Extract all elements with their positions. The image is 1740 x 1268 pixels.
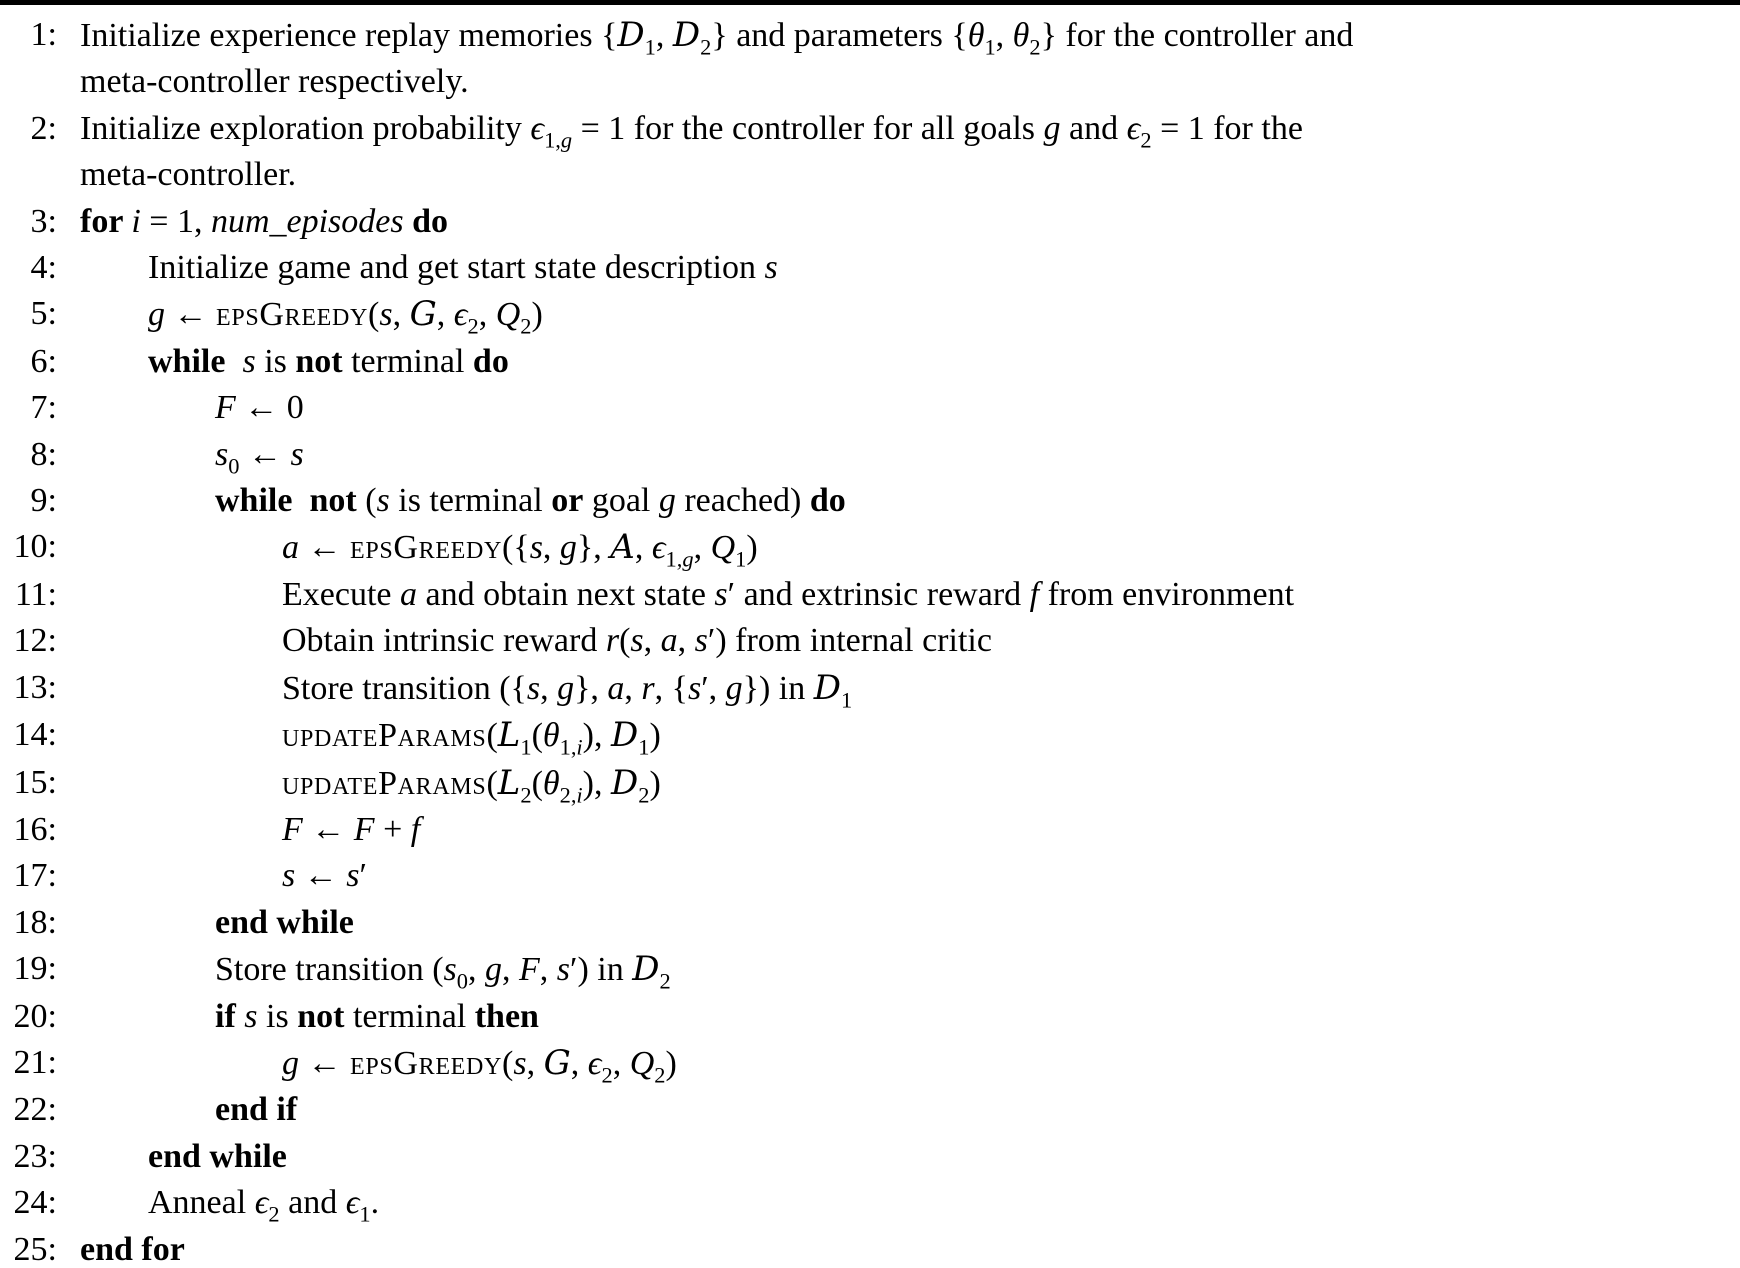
text-segment: from environment <box>1039 575 1295 613</box>
text-segment: = 1 for the controller for all goals <box>572 109 1044 147</box>
text-segment: not <box>297 997 345 1035</box>
text-segment: F <box>282 810 303 848</box>
text-segment: , <box>634 529 652 567</box>
algorithm-line <box>0 1134 1740 1180</box>
statement <box>57 199 448 245</box>
text-segment: g <box>282 1044 299 1082</box>
text-segment: Obtain intrinsic reward <box>282 622 606 660</box>
text-segment: s <box>376 482 390 520</box>
line-number: 23: <box>13 1137 57 1175</box>
text-segment: ϵ <box>345 1184 360 1222</box>
text-segment: ( <box>531 717 543 755</box>
text-segment: epsGreedy <box>216 296 369 334</box>
text-segment: 1 <box>359 1201 371 1227</box>
text-segment: end for <box>80 1230 185 1268</box>
text-segment: G <box>409 294 437 335</box>
text-segment: ϵ <box>587 1044 602 1082</box>
text-segment: r <box>641 669 655 707</box>
algorithm-line <box>0 900 1740 946</box>
text-segment: s <box>513 1044 527 1082</box>
text-segment: ′) from internal critic <box>707 622 992 660</box>
text-segment: } for the controller and <box>1040 17 1354 54</box>
algorithm-line <box>0 12 1740 59</box>
algorithm-line-continuation <box>0 152 1740 198</box>
statement <box>57 1180 379 1226</box>
text-segment: 1 <box>984 34 996 60</box>
text-segment: ← <box>239 435 291 473</box>
text-segment: s <box>556 951 570 989</box>
text-segment: { <box>601 17 618 54</box>
text-segment: 0 <box>228 453 240 479</box>
text-segment: s <box>242 342 256 380</box>
statement <box>57 994 539 1040</box>
text-segment: , <box>570 1044 588 1082</box>
text-segment: }) in <box>742 669 814 707</box>
algorithm-line <box>0 245 1740 291</box>
text-segment: , <box>478 296 496 334</box>
text-segment: ϵ <box>530 109 545 147</box>
statement <box>57 339 509 385</box>
algorithm-line <box>0 1040 1740 1087</box>
text-segment: is <box>257 997 298 1035</box>
text-segment: s <box>526 669 541 707</box>
statement <box>57 760 661 807</box>
algorithm-body <box>0 5 1740 1268</box>
text-segment: s <box>290 435 304 473</box>
text-segment: , { <box>654 669 688 707</box>
algorithm-line-continuation <box>0 59 1740 105</box>
text-segment: ) <box>649 764 661 802</box>
text-segment: terminal <box>342 342 473 380</box>
line-number: 22: <box>13 1091 57 1129</box>
text-segment: } and parameters { <box>711 17 968 54</box>
line-number: 13: <box>13 668 57 706</box>
text-segment: F <box>518 951 540 989</box>
text-segment: Store transition ({ <box>282 669 527 707</box>
text-segment: and obtain next state <box>417 575 715 613</box>
line-number: 1: <box>30 16 57 53</box>
text-segment: epsGreedy <box>350 529 503 567</box>
statement <box>57 291 543 338</box>
algorithm-line <box>0 712 1740 759</box>
text-segment: Initialize exploration probability <box>80 109 531 147</box>
text-segment: do <box>472 342 509 380</box>
text-segment: s <box>694 622 708 660</box>
statement <box>57 106 1303 152</box>
text-segment: 1 <box>644 34 656 60</box>
text-segment: g <box>560 127 573 153</box>
text-segment: }, <box>574 669 608 707</box>
text-segment: 2 <box>467 313 479 339</box>
text-segment: or <box>551 482 584 520</box>
statement <box>57 618 992 664</box>
text-segment: s <box>764 249 778 287</box>
text-segment: 1 <box>520 734 532 760</box>
line-number <box>0 152 57 198</box>
text-segment: 2 <box>1029 34 1041 60</box>
text-segment: do <box>412 202 449 240</box>
text-segment: ′, <box>701 669 726 707</box>
line-number: 20: <box>13 997 57 1035</box>
text-segment: G <box>543 1042 571 1083</box>
algorithm-line <box>0 199 1740 245</box>
text-segment: updateParams <box>282 764 487 802</box>
text-segment: s <box>346 857 360 895</box>
text-segment: ← <box>165 296 216 334</box>
text-segment: i <box>131 202 141 240</box>
text-segment: θ <box>1012 17 1030 54</box>
statement <box>57 1227 185 1268</box>
line-number: 25: <box>13 1230 57 1268</box>
algorithm-line <box>0 339 1740 385</box>
text-segment: ), <box>582 717 611 755</box>
line-number: 10: <box>13 528 57 566</box>
algorithm-line <box>0 1180 1740 1226</box>
text-segment: g <box>658 482 676 520</box>
line-number: 21: <box>13 1043 57 1081</box>
algorithm-line <box>0 432 1740 478</box>
text-segment: end while <box>215 903 354 941</box>
text-segment: 2 <box>520 313 532 339</box>
text-segment: s <box>443 951 457 989</box>
text-segment: ({ <box>502 529 530 567</box>
text-segment: L <box>497 762 521 803</box>
text-segment: do <box>809 482 846 520</box>
algorithm-line <box>0 385 1740 431</box>
text-segment: 2 <box>638 782 650 808</box>
text-segment: , <box>540 669 558 707</box>
algorithm-line <box>0 1227 1740 1268</box>
text-segment: end if <box>215 1091 298 1129</box>
text-segment: 1, <box>544 127 561 153</box>
text-segment: meta-controller. <box>80 156 297 194</box>
text-segment: ( <box>356 482 377 520</box>
text-segment: ← <box>295 857 347 895</box>
statement <box>57 900 354 946</box>
algorithm-line <box>0 994 1740 1040</box>
text-segment: , <box>436 296 454 334</box>
text-segment: for <box>80 202 132 240</box>
text-segment: ) <box>531 296 543 334</box>
line-number: 6: <box>30 342 57 380</box>
line-number: 16: <box>13 810 57 848</box>
text-segment: A <box>610 527 635 568</box>
text-segment: D <box>617 15 645 55</box>
algorithm-line <box>0 807 1740 853</box>
text-segment: θ <box>542 764 560 802</box>
text-segment: Store transition ( <box>215 951 444 989</box>
text-segment: 1, <box>665 546 683 572</box>
text-segment: ) <box>649 717 661 755</box>
text-segment: is terminal <box>389 482 552 520</box>
text-segment: Initialize experience replay memories <box>80 17 602 54</box>
text-segment: 2 <box>268 1201 280 1227</box>
text-segment: s <box>215 435 229 473</box>
line-number <box>0 59 57 105</box>
statement <box>57 572 1294 618</box>
statement <box>57 524 758 571</box>
text-segment: end while <box>148 1137 287 1175</box>
text-segment: updateParams <box>282 717 487 755</box>
text-segment: a <box>607 669 625 707</box>
algorithm-line <box>0 524 1740 571</box>
text-segment: ϵ <box>453 296 468 334</box>
text-segment: D <box>813 667 841 708</box>
statement <box>57 807 420 853</box>
text-segment: ), <box>582 764 611 802</box>
text-segment: 2 <box>659 968 671 994</box>
text-segment: terminal <box>344 997 475 1035</box>
text-segment: 0 <box>456 968 468 994</box>
line-number: 24: <box>13 1184 57 1222</box>
line-number: 12: <box>13 622 57 660</box>
algorithm-line <box>0 106 1740 152</box>
text-segment: Q <box>629 1044 655 1082</box>
text-segment: ′ and extrinsic reward <box>727 575 1030 613</box>
text-segment: f <box>1029 575 1040 613</box>
text-segment: 1 <box>638 734 650 760</box>
text-segment: D <box>610 762 639 803</box>
statement <box>57 1040 677 1087</box>
text-segment: ′ <box>359 857 367 895</box>
algorithm-line <box>0 618 1740 664</box>
line-number: 17: <box>13 857 57 895</box>
statement <box>57 432 304 478</box>
text-segment: ← <box>302 810 354 848</box>
line-number: 11: <box>14 575 57 613</box>
text-segment: reached) <box>675 482 810 520</box>
text-segment: ← 0 <box>235 389 304 427</box>
statement <box>57 712 661 759</box>
algorithm-line <box>0 760 1740 807</box>
text-segment: s <box>687 669 702 707</box>
text-segment: a <box>400 575 417 613</box>
statement <box>57 1134 287 1180</box>
text-segment: goal <box>583 482 659 520</box>
text-segment: Q <box>495 296 521 334</box>
text-segment: s <box>714 575 728 613</box>
text-segment: ← <box>299 1044 350 1082</box>
algorithm-line <box>0 665 1740 712</box>
text-segment: , <box>655 17 673 54</box>
text-segment <box>225 343 242 380</box>
line-number: 3: <box>30 202 57 240</box>
text-segment: s <box>282 857 296 895</box>
text-segment: ( <box>502 1044 514 1082</box>
text-segment: D <box>672 15 701 55</box>
statement <box>57 59 469 105</box>
text-segment: s <box>529 529 543 567</box>
text-segment: , <box>539 951 557 989</box>
line-number: 9: <box>30 482 57 520</box>
statement <box>57 152 296 198</box>
text-segment: θ <box>967 17 985 54</box>
text-segment: Anneal <box>148 1184 255 1222</box>
text-segment: f <box>410 810 421 848</box>
text-segment: and <box>279 1184 346 1222</box>
statement <box>57 946 671 993</box>
text-segment: 2, <box>559 782 577 808</box>
text-segment: ϵ <box>254 1184 269 1222</box>
text-segment: g <box>148 296 165 334</box>
text-segment: 2 <box>601 1062 613 1088</box>
text-segment: ← <box>299 529 350 567</box>
line-number: 15: <box>13 763 57 801</box>
text-segment: L <box>497 715 521 756</box>
text-segment: = 1 for the <box>1151 109 1303 147</box>
text-segment: ϵ <box>1126 109 1141 147</box>
text-segment: is <box>255 342 296 380</box>
text-segment: i <box>576 782 583 808</box>
text-segment: . <box>370 1184 380 1222</box>
text-segment: ( <box>368 296 380 334</box>
text-segment: , <box>995 17 1013 54</box>
text-segment: ( <box>619 622 631 660</box>
text-segment: Q <box>710 529 736 567</box>
text-segment: D <box>632 949 660 990</box>
statement <box>57 853 367 899</box>
statement <box>57 245 778 291</box>
text-segment: then <box>474 997 539 1035</box>
line-number: 5: <box>30 295 57 333</box>
text-segment: 1 <box>841 687 853 713</box>
statement <box>57 12 1353 59</box>
text-segment: a <box>660 622 678 660</box>
algorithm-line <box>0 478 1740 524</box>
text-segment: = 1, <box>140 202 211 240</box>
text-segment: num_episodes <box>210 202 404 240</box>
text-segment: Execute <box>282 575 400 613</box>
text-segment: s <box>379 296 393 334</box>
text-segment: epsGreedy <box>350 1044 503 1082</box>
text-segment: a <box>282 529 299 567</box>
text-segment: Initialize game and get start state description <box>148 249 765 287</box>
line-number: 18: <box>13 903 57 941</box>
text-segment: and <box>1060 109 1127 147</box>
text-segment: }, <box>576 529 611 567</box>
text-segment: g <box>725 669 743 707</box>
text-segment: r <box>605 622 620 660</box>
text-segment: i <box>576 734 583 760</box>
text-segment: ( <box>486 717 498 755</box>
text-segment: 2 <box>520 782 532 808</box>
text-segment: 2 <box>700 34 712 60</box>
text-segment: ϵ <box>651 529 666 567</box>
line-number: 7: <box>30 389 57 427</box>
text-segment: 2 <box>654 1062 666 1088</box>
text-segment: if <box>215 997 245 1035</box>
text-segment: 1, <box>559 734 577 760</box>
text-segment: 1 <box>735 546 747 572</box>
line-number: 2: <box>30 109 57 147</box>
text-segment: θ <box>542 717 560 755</box>
text-segment: + <box>374 810 411 848</box>
algorithm-line <box>0 291 1740 338</box>
statement <box>57 385 304 431</box>
line-number: 8: <box>30 435 57 473</box>
text-segment: D <box>610 715 639 756</box>
line-number: 14: <box>13 716 57 754</box>
text-segment: ) <box>746 529 758 567</box>
algorithm-line <box>0 946 1740 993</box>
statement <box>57 1087 297 1133</box>
algorithm-line <box>0 572 1740 618</box>
text-segment: 2 <box>1140 127 1152 153</box>
text-segment: , <box>392 296 410 334</box>
text-segment: while <box>148 342 226 380</box>
text-segment: meta-controller respectively. <box>80 63 469 101</box>
algorithm-line <box>0 1087 1740 1133</box>
line-number: 19: <box>13 950 57 988</box>
text-segment: F <box>353 810 375 848</box>
text-segment: ( <box>531 764 543 802</box>
text-segment: s <box>630 622 644 660</box>
text-segment: F <box>215 389 236 427</box>
text-segment: , <box>677 622 695 660</box>
line-number: 4: <box>30 249 57 287</box>
text-segment: , <box>542 529 560 567</box>
text-segment: ′) in <box>570 951 633 989</box>
text-segment: s <box>244 997 258 1035</box>
text-segment: , <box>643 622 661 660</box>
statement <box>57 478 846 524</box>
text-segment: while not <box>215 482 357 520</box>
text-segment: , <box>467 951 485 989</box>
text-segment: g <box>557 669 575 707</box>
text-segment: not <box>295 342 343 380</box>
text-segment: g <box>559 529 577 567</box>
text-segment: g <box>484 951 502 989</box>
text-segment: g <box>682 546 694 572</box>
text-segment: g <box>1043 109 1061 147</box>
text-segment: , <box>526 1044 544 1082</box>
text-segment: ) <box>665 1044 677 1082</box>
text-segment: , <box>501 951 519 989</box>
algorithm-line <box>0 853 1740 899</box>
text-segment: , <box>693 529 711 567</box>
text-segment: ( <box>486 764 498 802</box>
text-segment: , <box>624 669 642 707</box>
text-segment <box>404 203 413 240</box>
statement <box>57 665 852 712</box>
text-segment: , <box>612 1044 630 1082</box>
